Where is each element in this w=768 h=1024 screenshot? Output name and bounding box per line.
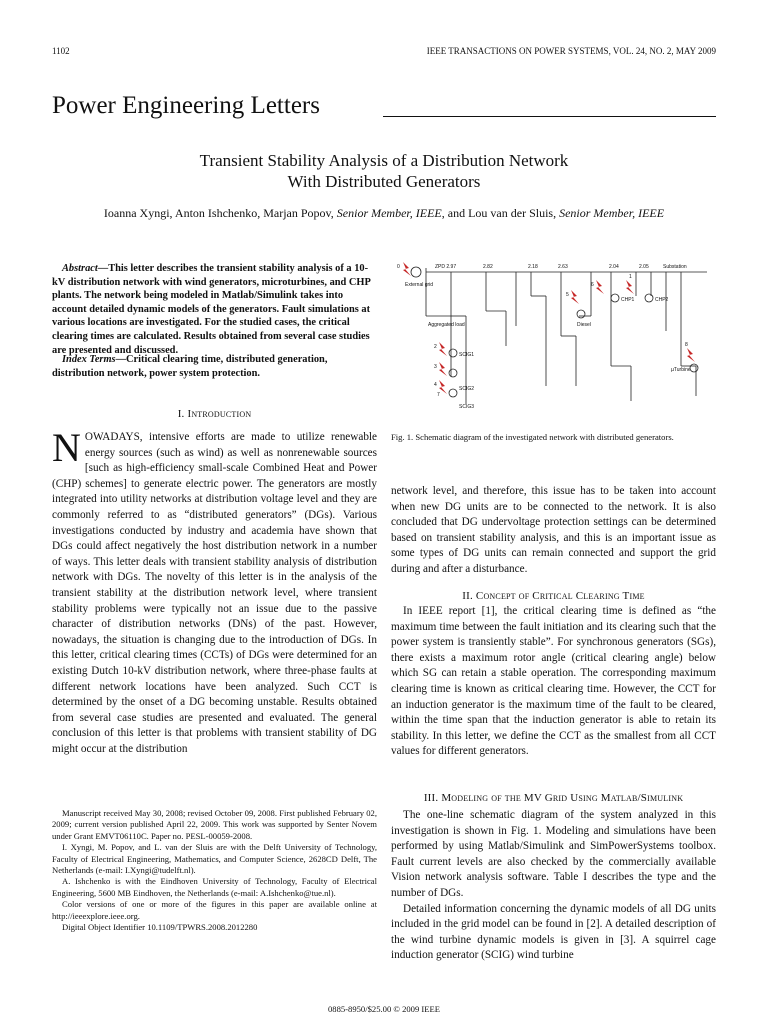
fault-2-label: 2 bbox=[434, 344, 437, 350]
footnotes bbox=[52, 808, 377, 933]
section-number: III. bbox=[423, 792, 439, 804]
footnote-affiliation-2: A. Ishchenko is with the Eindhoven University of Technology, Faculty of Electrical Engineering, 5600 MB Eindhoven, the Netherlands (e-mail: A.Ishchenko@tue.nl). bbox=[52, 876, 377, 898]
abstract-text: —This letter describes the transient stability analysis of a 10-kV distribution network with wind generators, microturbines, and CHP plants. The network being modeled in Matlab/Simulink takes into account detailed dynamic models of the generators. Fault simulations at various locations are investigated. For the studied cases, the critical clearing times are calculated. Results obtained from several case studies are presented and discussed. bbox=[52, 263, 371, 356]
fault-5-label: 5 bbox=[566, 292, 569, 298]
footnote-manuscript: Manuscript received May 30, 2008; revised October 09, 2008. First published February 02, 2009; current version published April 22, 2009. This work was supported by Senter Novem under Grant EMVT06110C. Paper no. PESL-00059-2008. bbox=[52, 808, 377, 841]
author-4-role: Senior Member, IEEE bbox=[559, 206, 665, 220]
footnote-affiliation-1: I. Xyngi, M. Popov, and L. van der Sluis are with the Delft University of Technology, Faculty of Electrical Engineering, Mathematics, and Computer Science, 2628CD Delft, The Netherlands (e-mail: I.Xyngi@tudelft.nl). bbox=[52, 842, 377, 876]
author-3: Marjan Popov, bbox=[263, 206, 334, 220]
paper-title bbox=[52, 150, 716, 192]
scig2-label: SCIG2 bbox=[459, 386, 475, 392]
introduction-text bbox=[52, 425, 377, 757]
author-1: Ioanna Xyngi, bbox=[103, 206, 173, 220]
fault-7-label: 7 bbox=[437, 392, 440, 398]
scig1-label: SCIG1 bbox=[459, 352, 475, 358]
bus-label-282: 2.82 bbox=[483, 264, 493, 270]
diesel-label: Diesel bbox=[577, 322, 591, 328]
abstract-label: Abstract bbox=[62, 263, 98, 274]
fault-6-label: 6 bbox=[591, 282, 594, 288]
index-terms bbox=[52, 353, 377, 380]
modeling-paragraph-2: Detailed information concerning the dynamic models of all DG units included in the grid model can be found in [2]. A detailed description of the wind turbine dynamic models is given in [3]. A squirrel cage induction generator (SCIG) wind turbine bbox=[391, 902, 716, 962]
bus-label-204: 2.04 bbox=[609, 264, 619, 270]
title-rule bbox=[383, 116, 716, 117]
fault-8-label: 8 bbox=[685, 342, 688, 348]
cct-section-text bbox=[391, 604, 716, 760]
author-3-role: Senior Member, IEEE bbox=[336, 206, 442, 220]
section-heading-modeling bbox=[391, 792, 716, 804]
cct-paragraph: In IEEE report [1], the critical clearing time is defined as “the maximum time between the fault initiation and its clearing such that the power system is transiently stable”. For synchronous generators (SGs), there exists a maximum rotor angle (critical clearing angle) below which SG can retain a stable operation. The corresponding maximum clearing time is known as critical clearing time. However, the CCT for an induction generator is the maximum time of the fault to be cleared, within the time span that the induction generator is able to retain its stability. In this letter, we define the CCT as the smallest from all CCT values for different generators. bbox=[391, 605, 716, 758]
fault-4-label: 4 bbox=[434, 382, 437, 388]
index-terms-text: —Critical clearing time, distributed generation, distribution network, power system protection. bbox=[52, 354, 328, 379]
title-line-1: Transient Stability Analysis of a Distribution Network bbox=[199, 151, 569, 170]
section-heading-cct bbox=[391, 590, 716, 602]
copyright-footer: 0885-8950/$25.00 © 2009 IEEE bbox=[327, 1004, 441, 1014]
drop-cap: N bbox=[52, 425, 81, 470]
title-line-2: With Distributed Generators bbox=[287, 172, 481, 191]
section-heading-text: Introduction bbox=[187, 408, 252, 420]
section-number: II. bbox=[462, 590, 473, 602]
section-heading-text: Concept of Critical Clearing Time bbox=[475, 590, 645, 602]
modeling-paragraph-1: The one-line schematic diagram of the system analyzed in this investigation is shown in Fig. 1. Modeling and simulations have been performed by using Matlab/Simulink and SimPowerSystems toolbox. Fault current levels are also checked by the commercially available Vision network analysis software. Table I describes the type and the number of DGs. bbox=[391, 809, 716, 899]
bus-label-263: 2.63 bbox=[558, 264, 568, 270]
continuation-paragraph: network level, and therefore, this issue has to be taken into account when new DG units are to be connected to the network. It is also concluded that DG undervoltage protection settings can be determined based on transient stability analysis, and this is an important issue as some types of DG units can remain connected and support the grid during and after a disturbance. bbox=[391, 485, 716, 575]
author-2: Anton Ishchenko, bbox=[174, 206, 261, 220]
bus-label-218: 2.18 bbox=[528, 264, 538, 270]
footnote-doi: Digital Object Identifier 10.1109/TPWRS.2008.2012280 bbox=[62, 922, 258, 933]
intro-body: intensive efforts are made to utilize renewable energy sources (such as wind) as well as nonrenewable sources [such as high-efficiency small-scale Combined Heat and Power (CHP) schemes] to generate electric power. The generators are mostly integrated into utility networks at distribution voltage level and they are commonly referred to as “distributed generators” (DGs). Various investigations conducted by industry and academia have shown that DGs could affect negatively the host distribution network in a number of ways. This letter deals with transient stability analysis of distribution network with DGs. The novelty of this letter is in the analysis of the transient stability at the distribution network level, where transient stability problems were typically not an issue due to the passive character of distribution networks (DNs) of the past. However, nowadays, the situation is changing due to the introduction of DGs. In this letter, critical clearing times (CCTs) of DGs were determined for an existing Dutch 10-kV distribution network, where three-phase faults at different network locations have been analyzed. Such CCT is determined by the onset of a DG becoming unstable. Results obtained from several case studies are presented and evaluated. The general conclusion of this letter is that problems with transient stability of DG might occur at the distribution bbox=[52, 431, 377, 755]
network-schematic-figure bbox=[391, 256, 709, 426]
bus-label-205: 2.05 bbox=[639, 264, 649, 270]
index-terms-label: Index Terms bbox=[62, 354, 116, 365]
right-column-paragraph-1 bbox=[391, 484, 716, 578]
external-grid-label: External grid bbox=[405, 282, 434, 288]
abstract bbox=[52, 262, 377, 357]
modeling-section-text bbox=[391, 808, 716, 964]
aggregated-load-label: Aggregated load bbox=[428, 322, 465, 328]
substation-label: Substation bbox=[663, 264, 687, 270]
microturbine-label: µTurbine bbox=[671, 367, 691, 373]
author-conjunction: , and bbox=[441, 206, 466, 220]
author-4: Lou van der Sluis, bbox=[468, 206, 557, 220]
fault-0-label: 0 bbox=[397, 264, 400, 270]
page-number: 1102 bbox=[52, 46, 70, 56]
footnote-color: Color versions of one or more of the figures in this paper are available online at http://ieeexplore.ieee.org. bbox=[52, 899, 377, 921]
figure-caption: Fig. 1. Schematic diagram of the investigated network with distributed generators. bbox=[391, 432, 674, 442]
section-number: I. bbox=[177, 408, 185, 420]
bus-label-zpd: ZPD 2.97 bbox=[435, 264, 457, 270]
intro-lead: OWADAYS, bbox=[84, 431, 143, 443]
chp2-label: CHP2 bbox=[655, 297, 669, 303]
author-list bbox=[52, 206, 716, 221]
chp1-label: CHP1 bbox=[621, 297, 635, 303]
fault-1-label: 1 bbox=[629, 274, 632, 280]
journal-header: IEEE TRANSACTIONS ON POWER SYSTEMS, VOL. 24, NO. 2, MAY 2009 bbox=[426, 46, 716, 56]
fault-3-label: 3 bbox=[434, 364, 437, 370]
section-title: Power Engineering Letters bbox=[52, 92, 320, 119]
scig3-label: SCIG3 bbox=[459, 404, 475, 410]
section-heading-introduction bbox=[52, 408, 377, 420]
section-heading-text: Modeling of the MV Grid Using Matlab/Simulink bbox=[441, 792, 684, 804]
